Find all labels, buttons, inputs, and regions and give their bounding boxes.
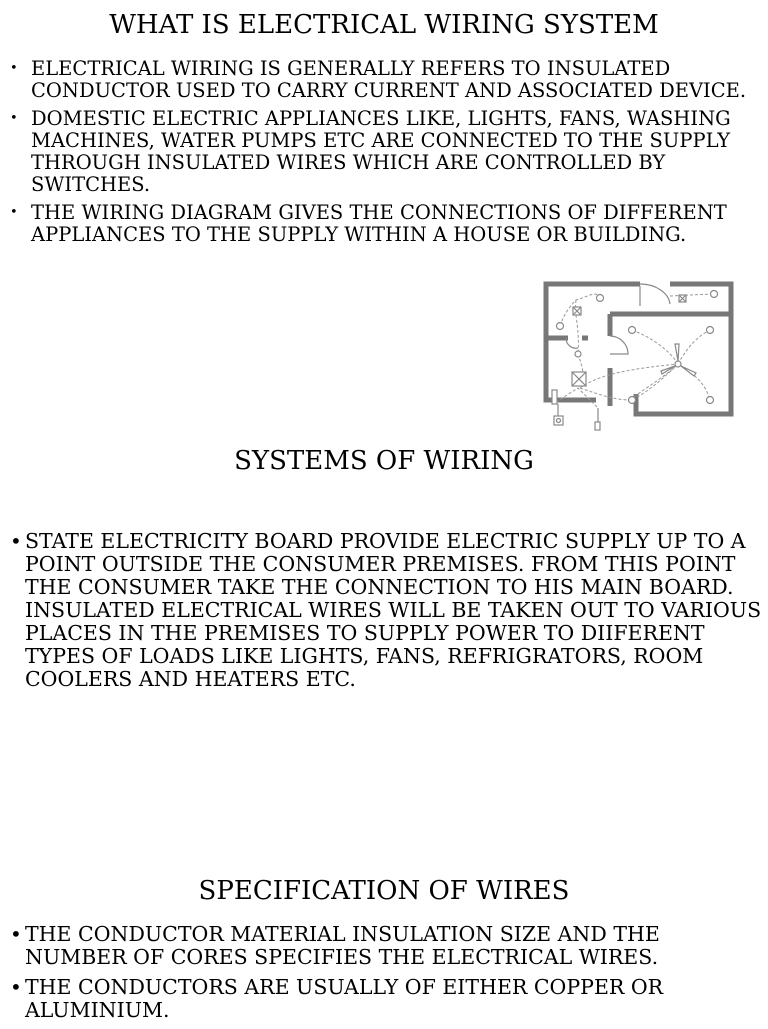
fuse-icon — [595, 422, 600, 430]
list-item — [10, 976, 766, 1022]
section-title-wiring-system: WHAT IS ELECTRICAL WIRING SYSTEM — [109, 10, 659, 40]
section-title-systems-of-wiring: SYSTEMS OF WIRING — [234, 446, 534, 476]
bullet-icon: • — [10, 61, 18, 76]
bullet-text: THE CONDUCTORS ARE USUALLY OF EITHER COPPER OR ALUMINIUM. — [25, 975, 664, 1022]
light-icon — [575, 351, 581, 357]
switch-board-icon — [552, 390, 557, 404]
light-icon — [557, 323, 564, 330]
specification-bullet-list — [10, 923, 766, 1029]
section-title-specification-of-wires: SPECIFICATION OF WIRES — [198, 876, 570, 906]
list-item — [10, 923, 766, 969]
bullet-text: DOMESTIC ELECTRIC APPLIANCES LIKE, LIGHTS, FANS, WASHING MACHINES, WATER PUMPS ETC ARE CONNECTED TO THE SUPPLY THROUGH INSULATED WIRES WHICH ARE CONTROLLED BY SWITCHES. — [31, 107, 731, 196]
house-wiring-diagram — [538, 276, 762, 436]
bullet-icon: • — [10, 529, 22, 553]
bullet-text: THE WIRING DIAGRAM GIVES THE CONNECTIONS OF DIFFERENT APPLIANCES TO THE SUPPLY WITHIN A HOUSE OR BUILDING. — [31, 201, 727, 246]
diagram-outer-wall-left — [546, 284, 640, 400]
bullet-text: THE CONDUCTOR MATERIAL INSULATION SIZE AND THE NUMBER OF CORES SPECIFIES THE ELECTRICAL WIRES. — [25, 922, 660, 969]
list-item — [10, 108, 766, 196]
bullet-icon: • — [10, 205, 18, 220]
bullet-icon: • — [10, 111, 18, 126]
list-item — [10, 530, 766, 691]
list-item — [10, 58, 766, 102]
light-icon — [629, 327, 636, 334]
light-icon — [711, 291, 718, 298]
light-icon — [597, 295, 604, 302]
diagram-outer-wall-right — [636, 284, 731, 414]
bullet-text: STATE ELECTRICITY BOARD PROVIDE ELECTRIC SUPPLY UP TO A POINT OUTSIDE THE CONSUMER PREMISES. FROM THIS POINT THE CONSUMER TAKE THE CONNECTION TO HIS MAIN BOARD. INSULATED ELECTRICAL WIRES WILL BE TAKEN OUT TO VARIOUS PLACES IN THE PREMISES TO SUPPLY POWER TO DIIFERENT TYPES OF LOADS LIKE LIGHTS, FANS, REFRIGRATORS, ROOM COOLERS AND HEATERS ETC. — [25, 529, 762, 691]
bullet-icon: • — [10, 922, 22, 946]
bullet-icon: • — [10, 975, 22, 999]
bullet-text: ELECTRICAL WIRING IS GENERALLY REFERS TO INSULATED CONDUCTOR USED TO CARRY CURRENT AND ASSOCIATED DEVICE. — [31, 57, 747, 102]
light-icon — [707, 397, 714, 404]
list-item — [10, 202, 766, 246]
diagram-doors — [566, 284, 670, 354]
ceiling-fan-icon — [661, 344, 696, 376]
wiring-system-bullet-list — [10, 58, 766, 252]
light-icon — [629, 397, 636, 404]
light-icon — [707, 327, 714, 334]
systems-of-wiring-bullet-list — [10, 530, 766, 691]
